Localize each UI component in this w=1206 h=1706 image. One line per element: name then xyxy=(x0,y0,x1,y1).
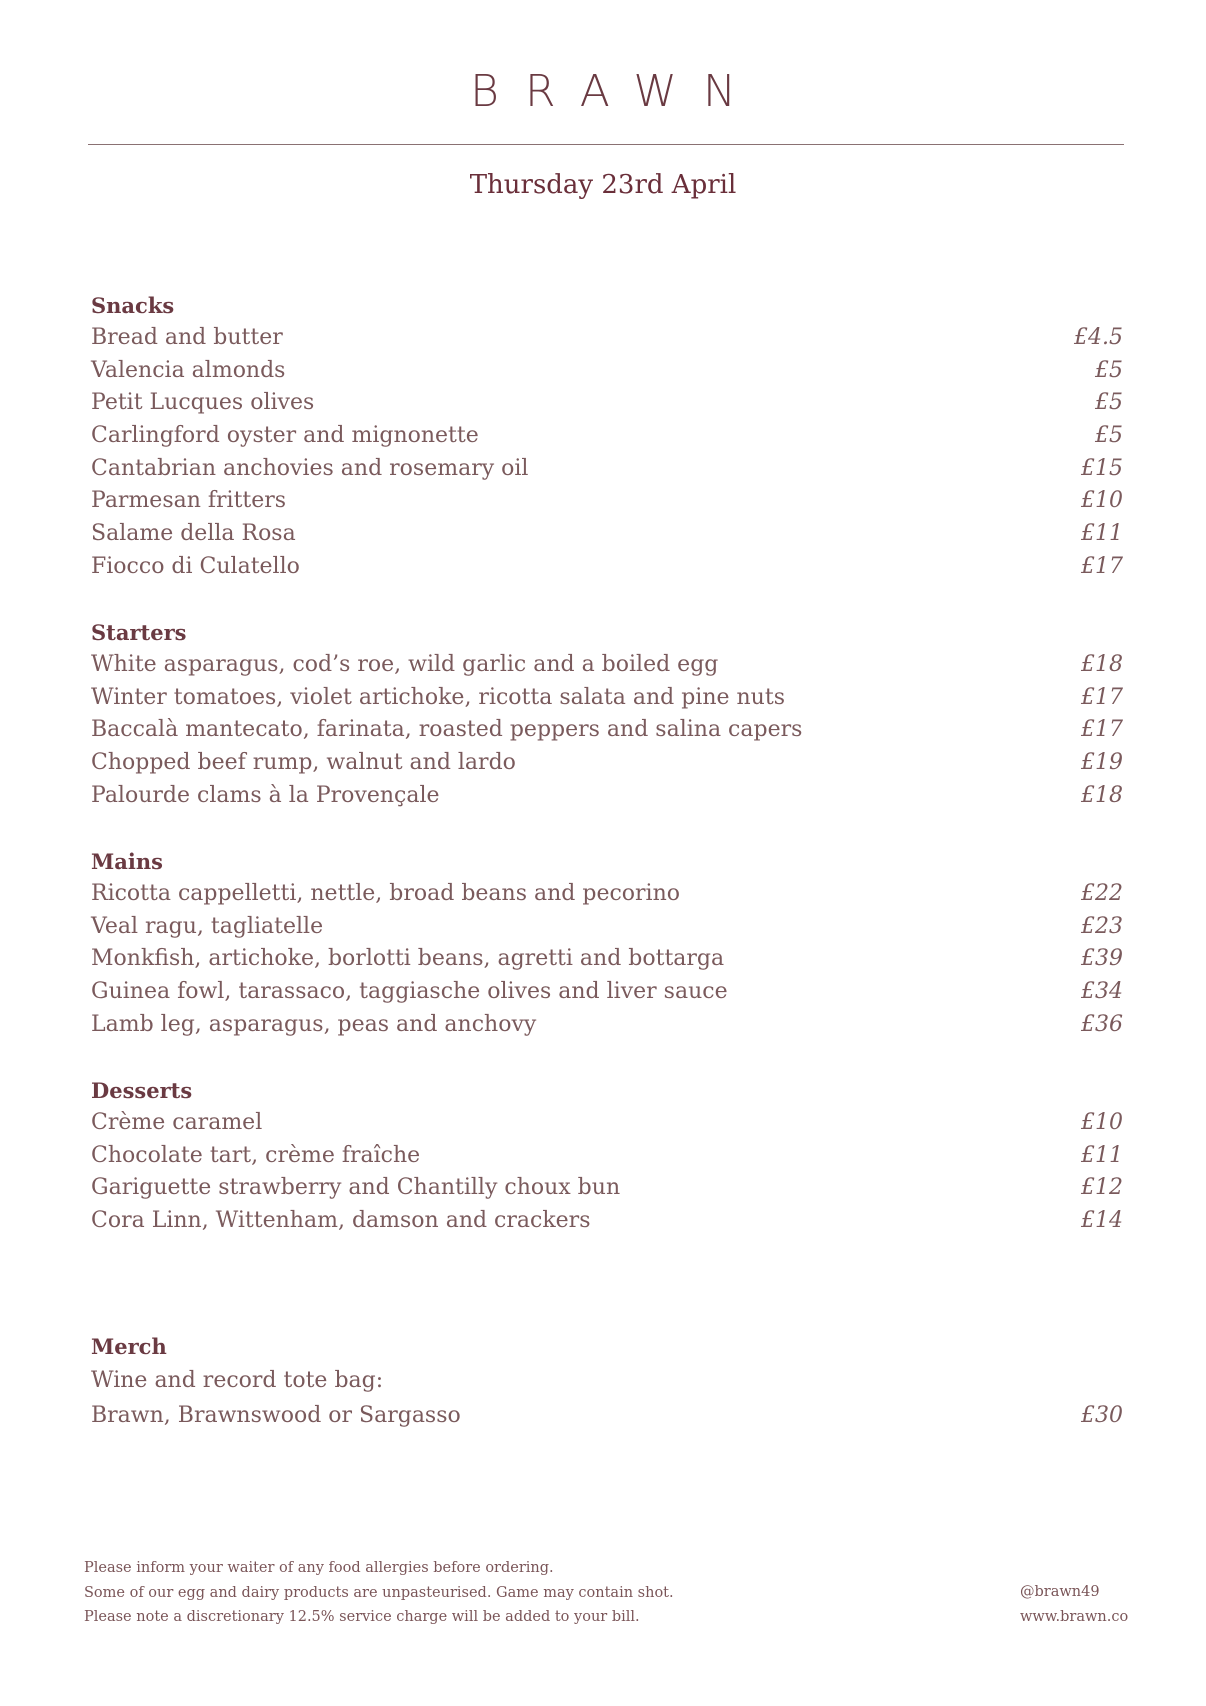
item-price: £17 xyxy=(1081,684,1123,710)
section-title: Merch xyxy=(91,1334,167,1359)
item-name: Winter tomatoes, violet artichoke, ricotta salata and pine nuts xyxy=(91,684,785,710)
item-price: £36 xyxy=(1081,1011,1123,1037)
item-price: £5 xyxy=(1095,423,1123,449)
item-price: £19 xyxy=(1081,750,1123,776)
item-name: Parmesan fritters xyxy=(91,488,287,514)
item-name: Valencia almonds xyxy=(91,357,286,383)
menu-item xyxy=(91,453,1123,486)
item-name: Bread and butter xyxy=(91,325,283,350)
item-name: White asparagus, cod’s roe, wild garlic and a boiled egg xyxy=(91,652,719,677)
menu-item xyxy=(91,911,1123,944)
footer-notes xyxy=(84,1556,674,1630)
section-title: Starters xyxy=(91,620,187,645)
website-link[interactable]: www.brawn.co xyxy=(1020,1608,1129,1625)
item-name: Carlingford oyster and mignonette xyxy=(91,423,479,449)
item-price: £10 xyxy=(1081,488,1123,514)
item-price: £11 xyxy=(1081,521,1123,547)
item-name: Crème caramel xyxy=(91,1110,263,1135)
item-price: £5 xyxy=(1095,390,1123,416)
menu-item xyxy=(91,878,1123,911)
item-price: £10 xyxy=(1081,1110,1123,1135)
menu-item xyxy=(91,976,1123,1009)
menu-item xyxy=(91,485,1123,518)
menu-item xyxy=(91,420,1123,453)
item-name: Lamb leg, asparagus, peas and anchovy xyxy=(91,1011,537,1037)
item-name: Fiocco di Culatello xyxy=(91,553,300,579)
item-price: £18 xyxy=(1081,652,1123,677)
item-name: Monkfish, artichoke, borlotti beans, agretti and bottarga xyxy=(91,946,725,972)
section-title: Mains xyxy=(91,849,163,874)
menu-item xyxy=(91,747,1123,780)
item-name: Brawn, Brawnswood or Sargasso xyxy=(91,1403,461,1428)
footer-note: Please note a discretionary 12.5% service charge will be added to your bill. xyxy=(84,1609,640,1625)
menu-item xyxy=(91,551,1123,584)
menu-item xyxy=(91,1009,1123,1042)
item-name: Salame della Rosa xyxy=(91,521,296,547)
item-price: £4.5 xyxy=(1074,325,1123,350)
menu-item xyxy=(91,682,1123,715)
item-name: Baccalà mantecato, farinata, roasted peppers and salina capers xyxy=(91,717,803,743)
menu-item xyxy=(91,1140,1123,1173)
brand-logo: BRAWN xyxy=(470,66,762,117)
section-merch xyxy=(91,1330,1123,1433)
item-name: Gariguette strawberry and Chantilly choux bun xyxy=(91,1175,621,1201)
item-name: Ricotta cappelletti, nettle, broad beans and pecorino xyxy=(91,881,680,906)
section-title: Snacks xyxy=(91,293,175,318)
item-price: £5 xyxy=(1095,357,1123,383)
section-snacks xyxy=(91,289,1123,584)
item-price: £34 xyxy=(1081,979,1123,1005)
section-title: Desserts xyxy=(91,1078,193,1103)
menu-date: Thursday 23rd April xyxy=(469,170,737,200)
item-price: £14 xyxy=(1081,1208,1123,1234)
item-price: £30 xyxy=(1081,1403,1123,1428)
section-starters xyxy=(91,616,1123,812)
item-price: £15 xyxy=(1081,455,1123,481)
footer-note: Some of our egg and dairy products are unpasteurised. Game may contain shot. xyxy=(84,1584,674,1601)
item-price: £11 xyxy=(1081,1142,1123,1168)
item-price: £39 xyxy=(1081,946,1123,972)
menu-item xyxy=(91,1172,1123,1205)
menu-item xyxy=(91,943,1123,976)
item-name: Chocolate tart, crème fraîche xyxy=(91,1142,421,1168)
menu-item xyxy=(91,387,1123,420)
item-price: £18 xyxy=(1081,782,1123,808)
item-price: £17 xyxy=(1081,553,1123,579)
item-name: Palourde clams à la Provençale xyxy=(91,782,440,808)
menu-item xyxy=(91,322,1123,355)
item-price: £22 xyxy=(1081,881,1123,906)
item-name: Chopped beef rump, walnut and lardo xyxy=(91,750,516,776)
menu-item xyxy=(91,1398,1123,1433)
footer-note: Please inform your waiter of any food allergies before ordering. xyxy=(84,1560,554,1576)
merch-description xyxy=(91,1363,1123,1398)
item-name: Guinea fowl, tarassaco, taggiasche olives and liver sauce xyxy=(91,979,728,1005)
menu-item xyxy=(91,518,1123,551)
social-handle: @brawn49 xyxy=(1020,1584,1100,1600)
item-price: £23 xyxy=(1081,913,1123,939)
menu-item xyxy=(91,355,1123,388)
menu-item xyxy=(91,1205,1123,1238)
item-price: £12 xyxy=(1081,1175,1123,1201)
item-name: Cora Linn, Wittenham, damson and crackers xyxy=(91,1208,591,1234)
item-price: £17 xyxy=(1081,717,1123,743)
item-name: Veal ragu, tagliatelle xyxy=(91,913,324,939)
menu-item xyxy=(91,649,1123,682)
menu-item xyxy=(91,1107,1123,1140)
menu-item xyxy=(91,780,1123,813)
footer-contact xyxy=(1020,1580,1128,1629)
merch-line: Wine and record tote bag: xyxy=(91,1368,384,1393)
header-divider xyxy=(88,144,1124,145)
section-desserts xyxy=(91,1074,1123,1238)
item-name: Cantabrian anchovies and rosemary oil xyxy=(91,455,529,481)
section-mains xyxy=(91,845,1123,1041)
menu-item xyxy=(91,714,1123,747)
item-name: Petit Lucques olives xyxy=(91,390,315,416)
